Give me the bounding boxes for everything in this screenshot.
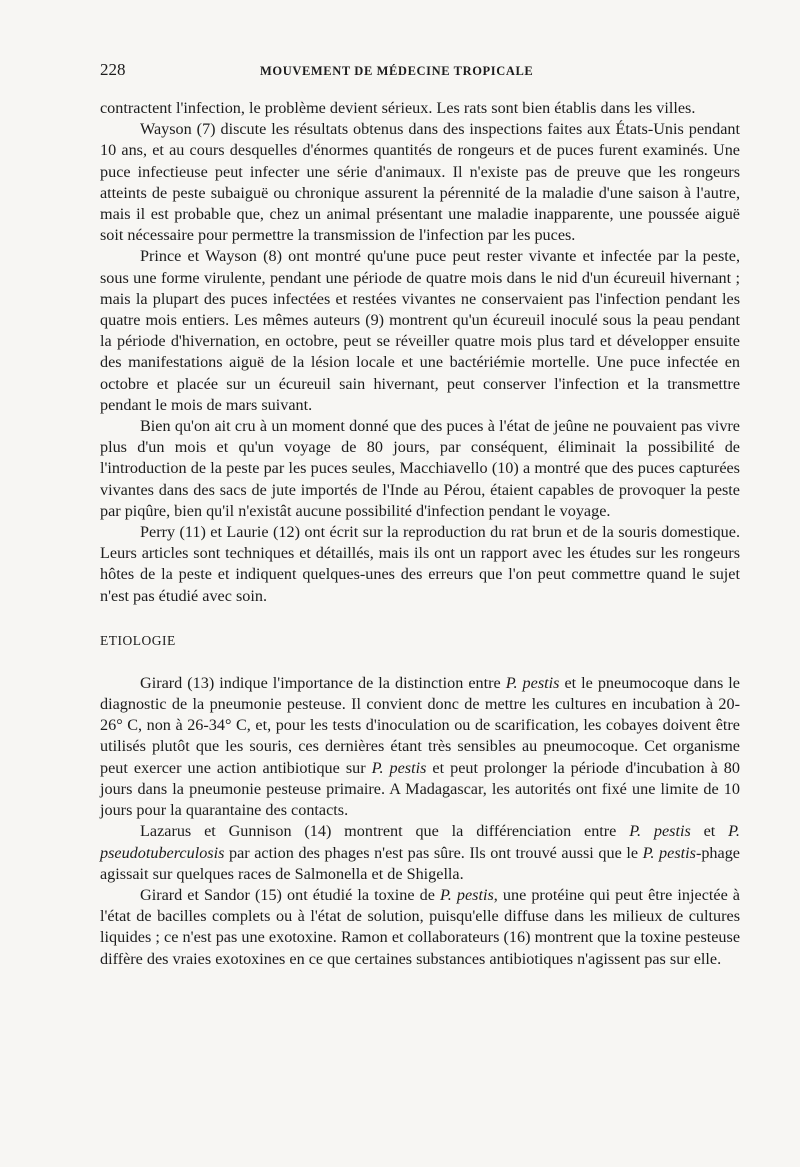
body-text: [100, 98, 740, 970]
paragraph-wayson: Wayson (7) discute les résultats obtenus dans des inspections faites aux États-Unis pendant 10 ans, et au cours desquelles d'énormes quantités de rongeurs et de puces furent examinés. Une puce infectieuse peut infecter une série d'animaux. Il n'existe pas de preuve que les rongeurs atteints de peste subaiguë ou chronique assurent la pérennité de la maladie d'une saison à l'autre, mais il est probable que, chez un animal présentant une maladie inapparente, une poussée aiguë soit nécessaire pour permettre la transmission de l'infection par les puces.: [100, 120, 740, 245]
species-name: P. pestis: [371, 758, 427, 777]
species-name: P. pestis: [505, 673, 560, 692]
section-heading: ETIOLOGIE: [100, 632, 176, 648]
species-name: P. pestis: [629, 822, 691, 841]
species-name: P. pseudotuberculosis: [100, 822, 740, 862]
paragraph-continuation: contractent l'infection, le problème devient sérieux. Les rats sont bien établis dans les villes.: [100, 99, 696, 117]
page-number: 228: [100, 60, 126, 79]
species-name: P. pestis: [439, 885, 494, 904]
paragraph-macchiavello: Bien qu'on ait cru à un moment donné que des puces à l'état de jeûne ne pouvaient pas vivre plus d'un mois et qu'un voyage de 80 jours, par conséquent, éliminait la possibilité de l'introduction de la peste par les puces seules, Macchiavello (10) a montré que des puces capturées vivantes dans des sacs de jute importés de l'Inde au Pérou, étaient capables de provoquer la peste par piqûre, bien qu'il n'existât aucune possibilité d'infection pendant le voyage.: [100, 417, 740, 520]
paragraph-perry-laurie: Perry (11) et Laurie (12) ont écrit sur la reproduction du rat brun et de la souris domestique. Leurs articles sont techniques et détaillés, mais ils ont un rapport avec les études sur les rongeurs hôtes de la peste et indiquent quelques-unes des erreurs que l'on peut commettre quand le sujet n'est pas étudié avec soin.: [100, 523, 740, 605]
paragraph-girard-sandor: Girard et Sandor (15) ont étudié la toxine de P. pestis, une protéine qui peut être injectée à l'état de bacilles complets ou à l'état de solution, puisqu'elle diffuse dans les milieux de cultures liquides ; ce n'est pas une exotoxine. Ramon et collaborateurs (16) montrent que la toxine pesteuse diffère des vraies exotoxines en ce que certaines substances antibiotiques n'agissent pas sur elle.: [100, 885, 740, 968]
running-head: [100, 60, 740, 88]
paragraph-prince-wayson: Prince et Wayson (8) ont montré qu'une puce peut rester vivante et infectée par la peste, sous une forme virulente, pendant une période de quatre mois dans le nid d'un écureuil hivernant ; mais la plupart des puces infectées et restées vivantes ne conservaient pas l'infection pendant les quatre mois entiers. Les mêmes auteurs (9) montrent qu'un écureuil inoculé sous la peau pendant la période d'hivernation, en octobre, peut se réveiller quatre mois plus tard et développer ensuite des manifestations aiguë de la lésion locale et une bactériémie mortelle. Une puce infectée en octobre et placée sur un écureuil sain hivernant, peut conserver l'infection et la transmettre pendant le mois de mars suivant.: [100, 247, 740, 414]
paragraph-lazarus-gunnison: Lazarus et Gunnison (14) montrent que la différenciation entre P. pestis et P. pseudotuberculosis par action des phages n'est pas sûre. Ils ont trouvé aussi que le P. pestis-phage agissait sur quelques races de Salmonella et de Shigella.: [100, 822, 740, 883]
paragraph-girard: Girard (13) indique l'importance de la distinction entre P. pestis et le pneumocoque dans le diagnostic de la pneumonie pesteuse. Il convient donc de mettre les cultures en incubation à 20-26° C, non à 26-34° C, et, pour les tests d'inoculation ou de scarification, les cobayes doivent être utilisés plutôt que les souris, ces dernières étant très sensibles au pneumocoque. Cet organisme peut exercer une action antibiotique sur P. pestis et peut prolonger la période d'incubation à 80 jours dans la pneumonie pesteuse primaire. A Madagascar, les autorités ont fixé une limite de 10 jours pour la quarantaine des contacts.: [100, 673, 740, 820]
journal-title: MOUVEMENT DE MÉDECINE TROPICALE: [260, 64, 534, 78]
species-name: P. pestis: [642, 843, 696, 862]
document-page: [100, 60, 740, 970]
